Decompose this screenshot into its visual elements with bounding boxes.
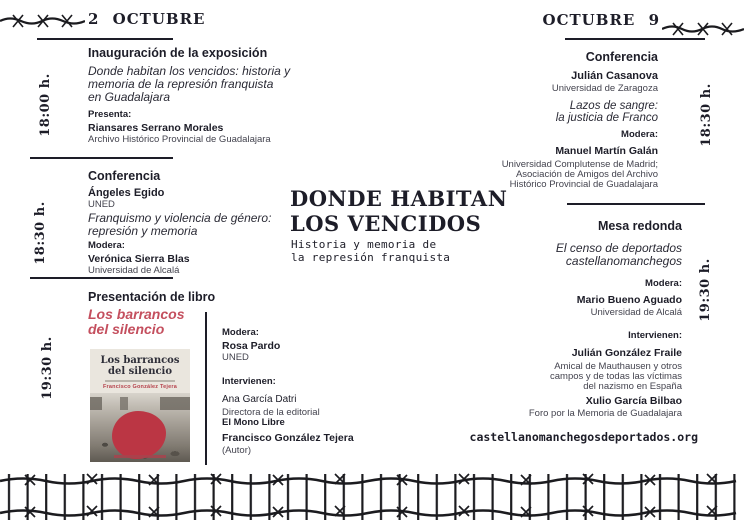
main-title-line: LOS VENCIDOS: [290, 211, 482, 236]
vertical-divider: [205, 312, 207, 465]
person-description: Directora de la editorial: [222, 407, 320, 418]
work-title-line: Donde habitan los vencidos: historia y: [88, 64, 291, 78]
person-name: Xulio García Bilbao: [585, 395, 682, 407]
divider: [567, 203, 705, 205]
person-description-line: del nazismo en España: [583, 381, 682, 392]
work-title-line: Lazos de sangre:: [569, 100, 658, 112]
person-affiliation: Universidad de Alcalá: [88, 265, 180, 276]
role-label: Modera:: [88, 240, 125, 251]
person-name: Francisco González Tejera: [222, 432, 354, 444]
time-label-1800: 18:00 h.: [38, 73, 53, 137]
work-title-line: represión y memoria: [88, 224, 198, 238]
person-name: Ángeles Egido: [88, 187, 165, 199]
time-label-1930-left: 19:30 h.: [40, 336, 55, 400]
book-cover-subtitle-bar: [105, 380, 175, 382]
book-cover-title-line: Los barrancos: [100, 355, 180, 366]
person-description: (Autor): [222, 445, 252, 456]
role-label: Intervienen:: [222, 376, 276, 387]
person-name: Riansares Serrano Morales: [88, 122, 224, 134]
person-affiliation-line: Histórico Provincial de Guadalajara: [509, 179, 658, 190]
person-name: Julián Casanova: [571, 70, 658, 82]
divider: [30, 157, 173, 159]
work-title-line: castellanomanchegos: [565, 254, 682, 268]
work-title-line: El censo de deportados: [555, 241, 682, 255]
person-affiliation: Universidad de Alcalá: [590, 307, 682, 318]
work-title-line: Franquismo y violencia de género:: [88, 211, 272, 225]
header-underline-left: [37, 38, 173, 40]
person-name: Rosa Pardo: [222, 340, 281, 352]
person-affiliation: Universidad de Zaragoza: [551, 83, 658, 94]
session-kind: Inauguración de la exposición: [88, 46, 268, 60]
person-affiliation-line: Asociación de Amigos del Archivo: [515, 169, 658, 180]
person-description-line: Foro por la Memoria de Guadalajara: [528, 408, 682, 419]
book-cover-photo: [90, 393, 190, 462]
person-name: Mario Bueno Aguado: [576, 294, 682, 306]
person-affiliation: UNED: [222, 352, 249, 363]
header-underline-right: [565, 38, 705, 40]
role-label: Presenta:: [88, 109, 132, 120]
session-kind: Mesa redonda: [597, 219, 682, 233]
website-url[interactable]: castellanomanchegosdeportados.org: [469, 430, 698, 444]
role-label: Modera:: [645, 278, 682, 289]
role-label: Intervienen:: [628, 330, 682, 341]
session-kind: Conferencia: [585, 50, 658, 64]
role-label: Modera:: [621, 129, 658, 140]
book-cover-top: [90, 349, 190, 393]
person-description-line: campos y de todas las víctimas: [550, 371, 682, 382]
book-cover-title-line: del silencio: [107, 366, 173, 377]
barbed-wire-icon: [662, 16, 744, 40]
publisher-name: El Mono Libre: [222, 417, 285, 428]
time-label-1930-right: 19:30 h.: [698, 258, 713, 322]
person-affiliation: UNED: [88, 199, 115, 210]
time-label-1830-right: 18:30 h.: [699, 83, 714, 147]
subtitle-line: la represión franquista: [291, 251, 451, 264]
person-name: Ana García Datri: [222, 394, 297, 405]
book-title-line: del silencio: [88, 321, 165, 337]
date-header-left: 2 OCTUBRE: [88, 10, 206, 28]
person-name: Julián González Fraile: [571, 347, 682, 359]
person-name: Manuel Martín Galán: [555, 145, 658, 157]
barbed-wire-icon: [0, 8, 85, 32]
book-cover-image: [90, 349, 190, 462]
divider: [30, 277, 173, 279]
person-affiliation: Archivo Histórico Provincial de Guadalajara: [88, 134, 271, 145]
person-description-line: Amical de Mauthausen y otros: [554, 361, 682, 372]
subtitle-line: Historia y memoria de: [291, 238, 437, 251]
book-cover-author: Francisco González Tejera: [103, 384, 177, 390]
session-kind: Conferencia: [88, 169, 161, 183]
book-cover-caption-bar: [114, 455, 166, 458]
red-blob-graphic: [112, 411, 166, 459]
person-affiliation-line: Universidad Complutense de Madrid;: [501, 159, 658, 170]
date-header-right: OCTUBRE 9: [542, 11, 660, 29]
role-label: Modera:: [222, 327, 259, 338]
work-title-line: memoria de la represión franquista: [88, 77, 274, 91]
time-label-1830-left: 18:30 h.: [33, 201, 48, 265]
person-name: Verónica Sierra Blas: [88, 253, 190, 265]
session-kind: Presentación de libro: [88, 290, 216, 304]
main-title-line: DONDE HABITAN: [290, 186, 508, 211]
work-title-line: la justicia de Franco: [555, 112, 658, 124]
book-title-line: Los barrancos: [88, 306, 185, 322]
barbed-wire-fence-icon: [0, 468, 744, 520]
work-title-line: en Guadalajara: [88, 90, 171, 104]
